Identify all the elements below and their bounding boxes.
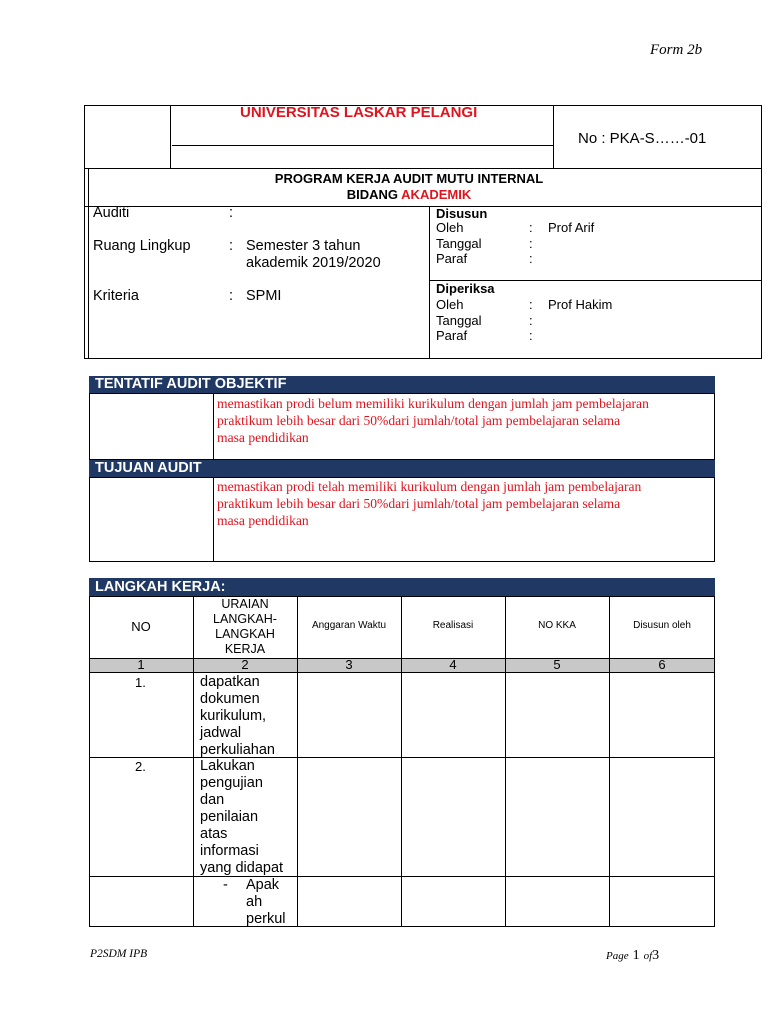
- colon: :: [529, 328, 533, 343]
- diperiksa-colons: [529, 297, 533, 344]
- row-2-description: [200, 758, 283, 877]
- col-header-uraian: [193, 597, 297, 657]
- disusun-oleh-label: Oleh: [436, 220, 464, 235]
- tentatif-heading: TENTATIF AUDIT OBJEKTIF: [89, 376, 715, 393]
- disusun-colons: [529, 220, 533, 267]
- disusun-oleh-value: Prof Arif: [548, 220, 595, 235]
- row-2-number: 2.: [135, 759, 146, 774]
- row-3-description: [246, 877, 286, 928]
- auditi-label: Auditi: [93, 205, 130, 221]
- description-line: Apak: [246, 877, 280, 893]
- page-indicator: [606, 946, 659, 964]
- colon: :: [529, 235, 533, 251]
- ruang-lingkup-colon: :: [229, 238, 234, 254]
- col-header-anggaran: Anggaran Waktu: [311, 620, 387, 631]
- kriteria-value: SPMI: [246, 288, 282, 304]
- description-line: perkul: [246, 911, 286, 927]
- disusun-tanggal-label: Tanggal: [436, 235, 482, 251]
- university-name: UNIVERSITAS LASKAR PELANGI: [240, 104, 478, 121]
- kriteria-label: Kriteria: [93, 288, 139, 304]
- diperiksa-oleh-value: Prof Hakim: [548, 297, 613, 312]
- program-title: [88, 171, 730, 203]
- col-number: 2: [241, 657, 249, 672]
- description-line: informasi: [200, 843, 259, 859]
- diperiksa-paraf-label: Paraf: [436, 328, 468, 343]
- tujuan-text: [217, 478, 641, 529]
- program-title-line: PROGRAM KERJA AUDIT MUTU INTERNAL: [274, 171, 544, 186]
- col-number: 4: [449, 657, 457, 672]
- tentatif-line: memastikan prodi belum memiliki kurikulum dengan jumlah jam pembelajaran: [217, 396, 649, 411]
- description-line: pengujian: [200, 775, 263, 791]
- of-word: of: [643, 950, 653, 962]
- bidang-prefix: BIDANG: [346, 187, 402, 202]
- bidang-line: [88, 187, 730, 203]
- uraian-line: LANGKAH-: [213, 612, 277, 626]
- ruang-lingkup-label: Ruang Lingkup: [93, 238, 191, 254]
- document-number: No : PKA-S……-01: [578, 130, 707, 147]
- form-code: Form 2b: [650, 42, 703, 58]
- diperiksa-fields: [436, 297, 482, 344]
- description-line: kurikulum,: [200, 708, 267, 724]
- description-line: dokumen: [200, 691, 260, 707]
- diperiksa-oleh-label: Oleh: [436, 297, 464, 312]
- diperiksa-title: Diperiksa: [436, 281, 495, 296]
- colon: :: [529, 220, 533, 235]
- page-number: 1: [632, 948, 640, 963]
- page-word: Page: [606, 950, 629, 962]
- colon: :: [529, 312, 533, 328]
- description-line: penilaian: [200, 809, 259, 825]
- row-1-description: [200, 674, 275, 759]
- langkah-heading: LANGKAH KERJA:: [89, 578, 715, 596]
- colon: :: [529, 297, 533, 312]
- tujuan-heading: TUJUAN AUDIT: [89, 460, 715, 477]
- col-number: 5: [553, 657, 561, 672]
- col-number: 3: [345, 657, 353, 672]
- description-line: atas: [200, 826, 228, 842]
- kriteria-colon: :: [229, 288, 234, 304]
- col-header-no: NO: [131, 619, 151, 634]
- description-line: dapatkan: [200, 674, 260, 690]
- disusun-paraf-label: Paraf: [436, 251, 468, 266]
- page-total: 3: [652, 948, 660, 963]
- col-header-nokka: NO KKA: [538, 620, 576, 631]
- auditi-colon: :: [229, 205, 234, 221]
- description-line: ah: [246, 894, 263, 910]
- description-line: Lakukan: [200, 758, 255, 774]
- disusun-title: Disusun: [436, 206, 488, 221]
- tujuan-line: praktikum lebih besar dari 50%dari jumlah/total jam pembelajaran selama: [217, 496, 621, 511]
- uraian-line: KERJA: [224, 642, 266, 656]
- disusun-fields: [436, 220, 482, 267]
- tentatif-line: masa pendidikan: [217, 430, 309, 445]
- col-header-disusun: Disusun oleh: [633, 620, 691, 631]
- tujuan-line: masa pendidikan: [217, 513, 309, 528]
- col-header-realisasi: Realisasi: [432, 620, 474, 631]
- colon: :: [529, 251, 533, 266]
- bidang-value: AKADEMIK: [401, 187, 472, 202]
- ruang-lingkup-value-1: Semester 3 tahun: [246, 238, 361, 254]
- tujuan-line: memastikan prodi telah memiliki kurikulum dengan jumlah jam pembelajaran: [217, 479, 642, 494]
- footer-left: P2SDM IPB: [90, 948, 148, 960]
- description-line: perkuliahan: [200, 742, 275, 758]
- col-number: 1: [137, 657, 145, 672]
- diperiksa-tanggal-label: Tanggal: [436, 312, 482, 328]
- description-line: jadwal: [200, 725, 242, 741]
- uraian-line: URAIAN: [221, 597, 269, 611]
- col-number: 6: [658, 657, 666, 672]
- description-line: dan: [200, 792, 225, 808]
- tentatif-line: praktikum lebih besar dari 50%dari jumlah/total jam pembelajaran selama: [217, 413, 621, 428]
- row-3-bullet: -: [223, 877, 228, 893]
- ruang-lingkup-value-2: akademik 2019/2020: [246, 255, 381, 271]
- uraian-line: LANGKAH: [215, 627, 275, 641]
- tentatif-text: [217, 395, 649, 446]
- description-line: yang didapat: [200, 860, 284, 876]
- row-1-number: 1.: [135, 675, 146, 690]
